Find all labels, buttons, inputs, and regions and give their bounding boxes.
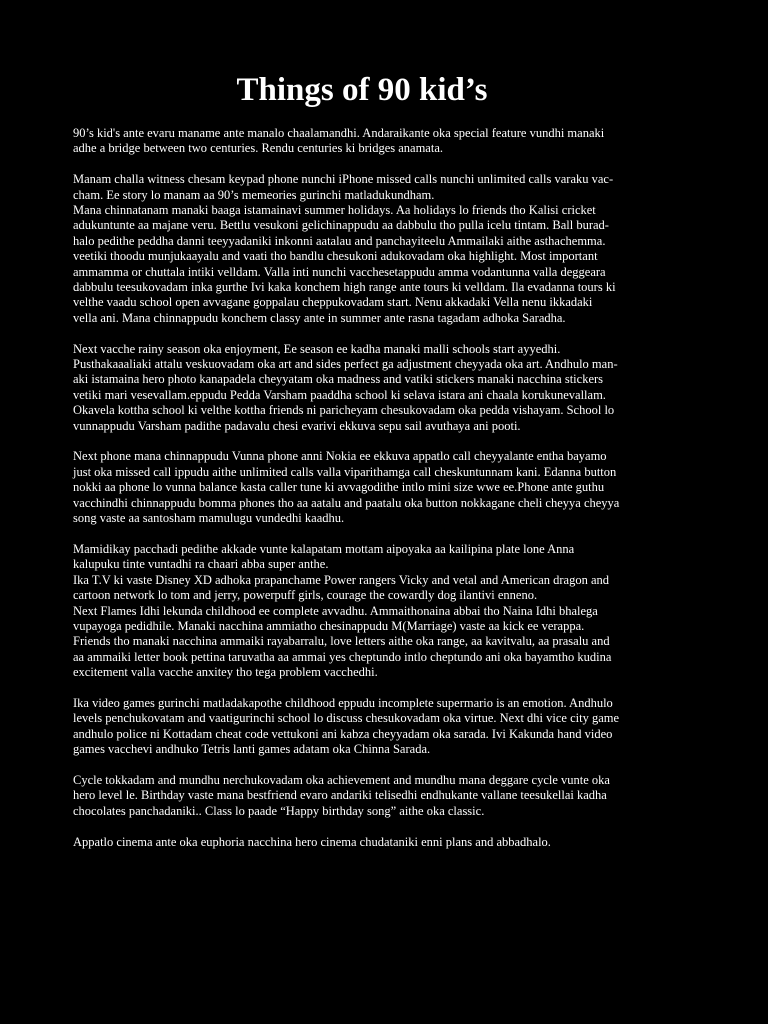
paragraph xyxy=(73,773,697,819)
text-line: Appatlo cinema ante oka euphoria nacchina hero cinema chudataniki enni plans and abbadhalo. xyxy=(73,834,551,849)
text-line: nokki aa phone lo vunna balance kasta caller tune ki avvagodithe intlo mini size wwe ee.Phone ante guthu xyxy=(73,480,605,495)
text-line: vella ani. Mana chinnappudu konchem classy ante in summer ante rasna tagadam adhoka Saradha. xyxy=(73,310,566,325)
text-line: 90’s kid's ante evaru maname ante manalo chaalamandhi. Andaraikante oka special feature vundhi manaki xyxy=(73,126,605,140)
text-line: levels penchukovatam and vaatigurinchi school lo discuss chesukovadam oka virtue. Next dhi vice city game xyxy=(73,711,620,726)
text-line: andhulo police ni Kottadam cheat code vettukoni ani kabza cheyyadam oka sarada. Ivi Kakunda hand video xyxy=(73,726,613,741)
text-line: Next phone mana chinnappudu Vunna phone anni Nokia ee ekkuva appatlo call cheyyalante entha bayamo xyxy=(73,449,607,464)
text-line: aki istamaina hero photo kanapadela cheyyatam oka madness and vatiki stickers manaki nacchina stickers xyxy=(73,372,604,387)
text-line: Okavela kottha school ki velthe kottha friends ni paricheyam chesukovadam oka pedda vishayam. School lo xyxy=(73,403,615,418)
text-line: dabbulu teesukovadam inka gurthe Ivi kaka konchem high range ante tours ki velldam. Ila evadanna tours ki xyxy=(73,280,616,295)
text-line: Friends tho manaki nacchina ammaiki rayabarralu, love letters aithe oka range, aa kavitvalu, aa prasalu and xyxy=(73,634,610,649)
text-line: kalupuku tinte vuntadhi ra chaari abba super anthe. xyxy=(73,557,329,572)
text-line: cartoon network lo tom and jerry, powerpuff girls, courage the cowardly dog ilantivi enneno. xyxy=(73,588,538,603)
text-line: vetiki mari vesevallam.eppudu Pedda Varsham paaddha school ki selava istara ani chaala korukunevallam. xyxy=(73,387,606,402)
text-line: halo pedithe peddha danni teeyyadaniki inkonni aatalau and panchayiteelu Ammailaki aithe asthachemma. xyxy=(73,233,606,248)
text-line: Cycle tokkadam and mundhu nerchukovadam oka achievement and mundhu mana deggare cycle vunte oka xyxy=(73,772,610,787)
paragraph xyxy=(73,696,697,758)
paragraph xyxy=(73,449,697,526)
text-line: Ika video games gurinchi matladakapothe childhood eppudu incomplete supermario is an emotion. Andhulo xyxy=(73,695,613,710)
text-line: Next vacche rainy season oka enjoyment, Ee season ee kadha manaki malli schools start ayyedhi. xyxy=(73,341,561,356)
text-line: chocolates panchadaniki.. Class lo paade “Happy birthday song” aithe oka classic. xyxy=(73,803,485,818)
text-line: ammamma or chuttala intiki velldam. Valla inti nunchi vacchesetappudu amma vodantunna valla deggeara xyxy=(73,264,606,279)
text-line: excitement valla vacche anxitey tho tega problem vacchedhi. xyxy=(73,665,378,680)
text-line: song vaste aa santosham mamulugu vundedhi kaadhu. xyxy=(73,511,345,526)
text-line: Ika T.V ki vaste Disney XD adhoka prapanchame Power rangers Vicky and vetal and American dragon and xyxy=(73,572,609,587)
paragraph xyxy=(73,835,697,850)
paragraph xyxy=(73,542,697,681)
text-line: vupayoga pedidhile. Manaki nacchina ammiatho chesinappudu M(Marriage) vaste aa kick ee verappa. xyxy=(73,618,585,633)
text-line: just oka missed call ippudu aithe unlimited calls valla viparithamga call cheskuntunnam kani. Edanna button xyxy=(73,464,617,479)
text-line: aa ammaiki letter book pettina taruvatha aa ammai yes cheptundo intlo cheptundo ani oka bayamtho kudina xyxy=(73,649,612,664)
paragraph xyxy=(73,126,697,157)
document-body xyxy=(73,126,697,865)
text-line: Mamidikay pacchadi pedithe akkade vunte kalapatam mottam aipoyaka aa kailipina plate lone Anna xyxy=(73,541,575,556)
text-line: Pusthakaaaliaki attalu veskuovadam oka art and sides perfect ga adjustment cheyyada oka art. Andhulo man- xyxy=(73,357,618,372)
text-line: games vacchevi andhuko Tetris lanti games adatam oka Chinna Sarada. xyxy=(73,742,431,757)
text-line: Mana chinnatanam manaki baaga istamainavi summer holidays. Aa holidays lo friends tho Kalisi cricket xyxy=(73,203,596,218)
paragraph xyxy=(73,172,697,326)
text-line: vacchindhi chinnappudu bomma phones tho aa aatalu and paatalu oka button nokkagane cheli cheyya cheyya xyxy=(73,495,620,510)
page-title: Things of 90 kid’s xyxy=(236,72,488,108)
text-line: Manam challa witness chesam keypad phone nunchi iPhone missed calls nunchi unlimited calls varaku vac- xyxy=(73,172,614,187)
paragraph xyxy=(73,342,697,434)
text-line: vunnappudu Varsham padithe padavalu chesi evarivi ekkuva sepu sail avuthaya ani pooti. xyxy=(73,418,521,433)
text-line: cham. Ee story lo manam aa 90’s memeories gurinchi matladukundham. xyxy=(73,187,435,202)
text-line: adhe a bridge between two centuries. Rendu centuries ki bridges anamata. xyxy=(73,141,444,156)
text-line: velthe vaadu school open avvagane goppalau cheppukovadam start. Nenu akkadaki Vella nenu ikkadaki xyxy=(73,295,593,310)
text-line: adukuntunte aa majane veru. Bettlu vesukoni gelichinappudu aa dabbulu tho pulla icelu tintam. Ball burad- xyxy=(73,218,609,233)
text-line: veetiki thoodu munjukaayalu and vaati tho bandlu chesukoni adukovadam oka highlight. Most important xyxy=(73,249,598,264)
text-line: hero level le. Birthday vaste mana bestfriend evaro andariki telisedhi endhukante vallane teesukellai kadha xyxy=(73,788,607,803)
text-line: Next Flames Idhi lekunda childhood ee complete avvadhu. Ammaithonaina abbai tho Naina Idhi bhalega xyxy=(73,603,598,618)
